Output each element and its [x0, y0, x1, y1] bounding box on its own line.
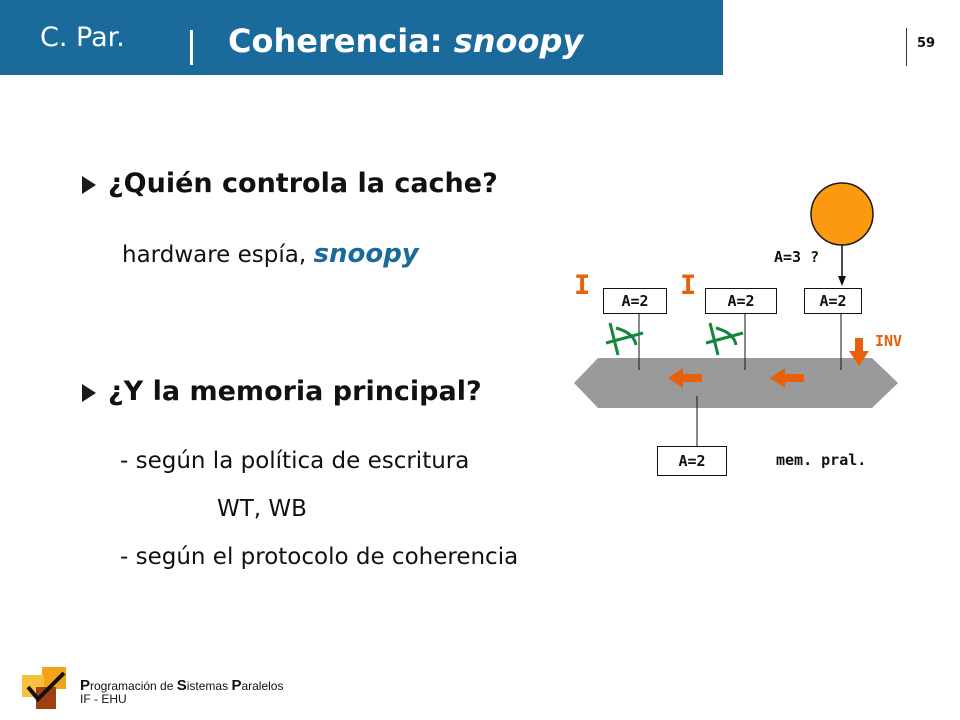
question-main-memory: ¿Y la memoria principal? [108, 376, 482, 407]
ehu-logo-icon [22, 667, 70, 711]
line-coherence-protocol: - según el protocolo de coherencia [120, 544, 519, 570]
slide-title-emphasis: snoopy [453, 22, 584, 60]
line-wt-wb: WT, WB [217, 496, 307, 522]
question-cache-control: ¿Quién controla la cache? [108, 168, 498, 199]
snoop-eye-icon-2 [706, 323, 743, 355]
answer-snoopy: snoopy [313, 239, 419, 269]
invalid-mark-2: I [680, 270, 697, 301]
line-write-policy: - según la política de escritura [120, 448, 470, 474]
course-title: C. Par. [40, 22, 125, 53]
cache-box-2: A=2 [705, 288, 777, 314]
page-number: 59 [917, 36, 936, 51]
snoop-eye-icon-1 [606, 323, 643, 355]
slide-title-prefix: Coherencia: [228, 22, 454, 60]
bus-bar [574, 358, 898, 408]
cache-box-1: A=2 [603, 288, 667, 314]
footer-institution: IF - EHU [80, 692, 127, 706]
memory-label: mem. pral. [776, 451, 867, 469]
invalid-mark-1: I [574, 270, 591, 301]
processor-write-label: A=3 ? [774, 248, 820, 266]
processor-link-arrowhead [838, 276, 846, 286]
memory-box: A=2 [657, 446, 727, 476]
cache-box-3: A=2 [804, 288, 862, 314]
footer-course-name: Programación de Sistemas Paralelos [80, 677, 284, 694]
processor-circle [811, 183, 873, 245]
inv-label: INV [875, 332, 903, 350]
answer-prefix: hardware espía, [122, 242, 314, 268]
